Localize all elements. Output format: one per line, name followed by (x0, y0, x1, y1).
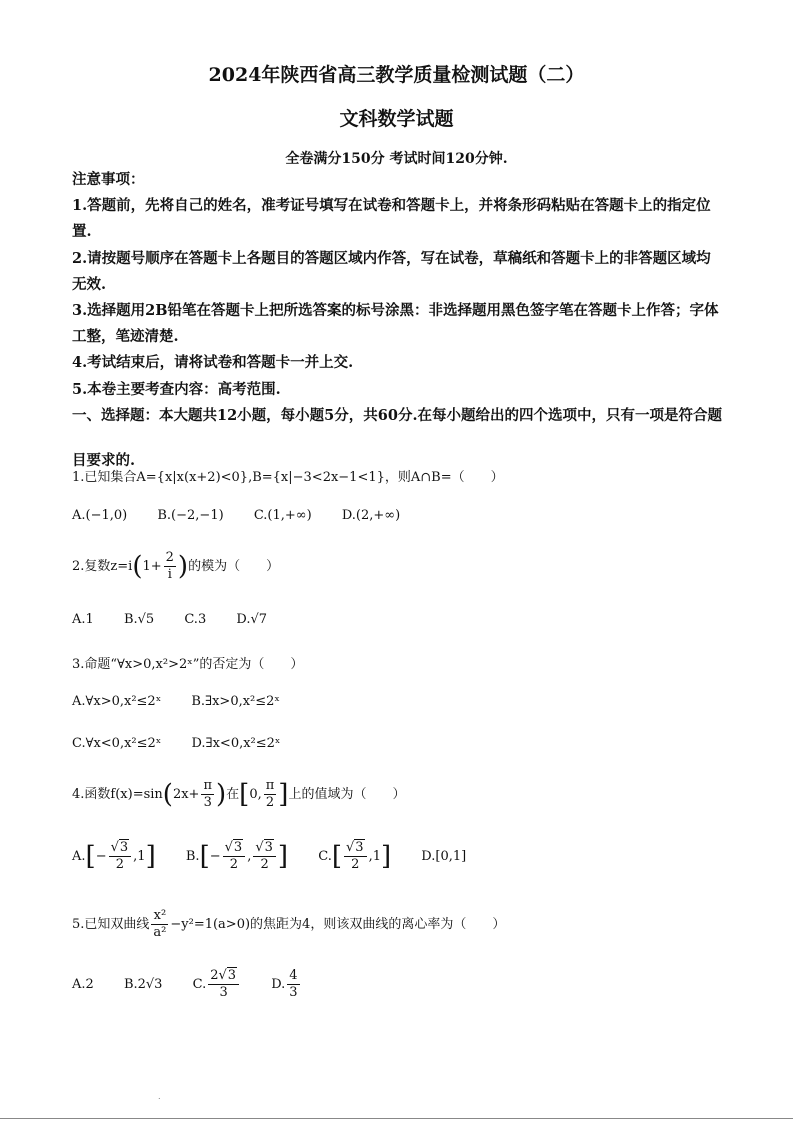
stem-prefix: 5.已知双曲线 (72, 917, 150, 932)
option-c[interactable] (193, 968, 241, 1001)
question-5-stem (72, 908, 505, 941)
fraction (164, 550, 176, 583)
question-4-options (72, 840, 492, 873)
option-c[interactable]: C.∀x<0,x²≤2ˣ (72, 736, 162, 751)
frac-numerator: π (265, 778, 275, 793)
paren-open: ( (132, 551, 143, 582)
option-a[interactable]: A.[− $\frac{√3}{2}$ ,1] (72, 840, 156, 872)
note-item-1: 1.答题前，先将自己的姓名，准考证号填写在试卷和答题卡上，并将条形码粘贴在答题卡上的指定位置. (72, 197, 711, 241)
stem-suffix: −y²=1(a>0)的焦距为4，则该双曲线的离心率为（ ） (170, 917, 506, 932)
section-heading: 一、选择题：本大题共12小题，每小题5分，共60分.在每小题给出的四个选项中，只有一项是符合题目要求的. (72, 407, 722, 469)
fraction-x2-a2 (151, 908, 168, 941)
frac-denominator: 3 (219, 985, 228, 1000)
frac-denominator: a² (153, 925, 167, 940)
question-4-stem: 4.函数f(x)=sin(2x+ $\frac{\pi}{3}$ )在[0, $\frac{\pi}{2}$ ]上的值域为（ ） (72, 778, 406, 810)
notes-heading: 注意事项： (72, 171, 145, 188)
fraction (253, 840, 276, 873)
bracket-close: ] (380, 841, 392, 872)
frac-numerator: 4 (289, 968, 298, 983)
exam-meta: 全卷满分150分 考试时间120分钟. (285, 151, 508, 167)
bracket-open: [ (331, 841, 342, 872)
note-item-4: 4.考试结束后，请将试卷和答题卡一并上交. (72, 354, 354, 372)
frac-numerator: 2√3 (208, 968, 239, 985)
question-3-stem: 3.命题“∀x>0,x²>2ˣ”的否定为（ ） (72, 657, 304, 672)
option-a-label: A. (72, 849, 86, 864)
frac-denominator: 3 (203, 795, 212, 810)
page-subtitle: 文科数学试题 (339, 108, 454, 130)
option-d[interactable]: D.∃x<0,x²≤2ˣ (191, 736, 281, 751)
option-c-label: C. (192, 977, 207, 992)
option-d[interactable] (271, 968, 301, 1001)
note-item-3: 3.选择题用2B铅笔在答题卡上把所选答案的标号涂黑：非选择题用黑色签字笔在答题卡上作答；字体工整，笔迹清楚. (72, 302, 719, 346)
footer-divider (0, 1118, 793, 1119)
option-c[interactable]: C.3 (184, 612, 207, 627)
option-b[interactable]: B.∃x>0,x²≤2ˣ (191, 694, 280, 709)
note-item-2: 2.请按题号顺序在答题卡上各题目的答题区域内作答，写在试卷，草稿纸和答题卡上的非答题区域均无效. (72, 249, 711, 293)
radicand: 3 (355, 840, 364, 855)
question-2-stem: 2.复数z=i(1+ $\frac{2}{i}$ )的模为（ ） (72, 550, 280, 582)
fraction (223, 840, 246, 873)
option-d[interactable]: D.√7 (236, 612, 268, 627)
frac-numerator: √3 (344, 840, 367, 857)
frac-denominator: 2 (351, 857, 360, 872)
bracket-open: [ (85, 841, 96, 872)
radicand: 3 (119, 840, 129, 855)
question-3-options-row1 (72, 694, 306, 709)
option-c[interactable]: C.[ $\frac{√3}{2}$ ,1] (318, 840, 392, 872)
radicand: 3 (264, 840, 273, 855)
option-c-label: C. (318, 849, 332, 864)
question-5-options (72, 968, 328, 1001)
stem-prefix: 2.复数z=i (72, 559, 133, 574)
paren-close: ) (216, 779, 227, 810)
fraction-pi-2 (264, 778, 277, 811)
option-a[interactable]: A.∀x>0,x²≤2ˣ (72, 694, 162, 709)
stem-suffix: 的模为（ ） (188, 559, 280, 574)
bracket-open: [ (199, 841, 210, 872)
question-1-stem: 1.已知集合A={x|x(x+2)<0},B={x|−3<2x−1<1}，则A∩B=（ ） (72, 470, 504, 485)
fraction (287, 968, 299, 1001)
question-3-options-row2 (72, 736, 306, 751)
frac-numerator: 2 (165, 550, 174, 565)
option-b[interactable]: B.2√3 (123, 977, 163, 992)
radicand: 3 (233, 840, 243, 855)
option-b-label: B. (185, 849, 200, 864)
bracket-open: [ (239, 779, 250, 810)
fraction-pi-3 (201, 778, 214, 811)
frac-numerator: √3 (109, 840, 132, 857)
frac-numerator: √3 (253, 840, 276, 857)
frac-numerator: x² (151, 908, 168, 925)
frac-denominator: i (167, 567, 172, 582)
frac-denominator: 2 (265, 795, 275, 810)
option-c[interactable]: C.(1,+∞) (253, 508, 312, 523)
option-b[interactable]: B.√5 (123, 612, 155, 627)
option-d-label: D. (271, 977, 286, 992)
stem-prefix: 4.函数f(x)=sin (72, 787, 163, 802)
option-b[interactable]: B.[− $\frac{√3}{2}$ , $\frac{√3}{2}$ ] (185, 840, 289, 872)
frac-denominator: 2 (260, 857, 269, 872)
note-item-5: 5.本卷主要考查内容：高考范围. (72, 380, 281, 398)
frac-denominator: 2 (115, 857, 125, 872)
notes-block (72, 167, 722, 403)
question-2-options (72, 612, 293, 627)
option-d[interactable]: D.(2,+∞) (341, 508, 401, 523)
option-d[interactable]: D.[0,1] (421, 849, 467, 864)
question-1-options (72, 508, 426, 523)
frac-denominator: 3 (289, 985, 298, 1000)
stem-mid: 在 (226, 787, 240, 802)
bracket-close: ] (277, 841, 289, 872)
frac-denominator: 2 (229, 857, 239, 872)
fraction (109, 840, 132, 873)
fraction (344, 840, 367, 873)
option-a[interactable]: A.2 (72, 977, 94, 992)
stem-suffix: 上的值域为（ ） (288, 787, 406, 802)
option-a[interactable]: A.1 (72, 612, 94, 627)
bracket-close: ] (145, 841, 156, 872)
paren-open: ( (162, 779, 173, 810)
frac-numerator: √3 (223, 840, 246, 857)
option-b[interactable]: B.(−2,−1) (157, 508, 224, 523)
page-mark: . (158, 1092, 161, 1101)
frac-numerator: π (203, 778, 212, 793)
paren-close: ) (177, 551, 189, 582)
radicand: 3 (227, 968, 237, 983)
option-a[interactable]: A.(−1,0) (72, 508, 128, 523)
fraction (208, 968, 239, 1001)
page-title: 2024年陕西省高三教学质量检测试题（二） (208, 64, 585, 86)
bracket-close: ] (278, 779, 289, 810)
